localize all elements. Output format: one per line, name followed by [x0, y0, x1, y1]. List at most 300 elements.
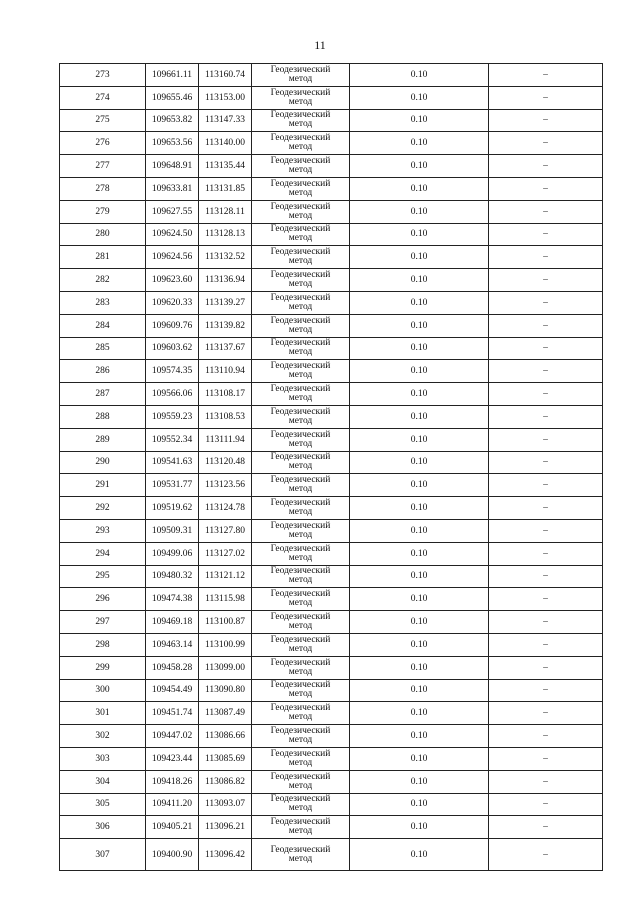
accuracy-cell: 0.10 — [350, 542, 489, 565]
y-coordinate-cell: 113124.78 — [199, 497, 252, 520]
y-coordinate-cell: 113090.80 — [199, 679, 252, 702]
method-cell — [252, 542, 350, 565]
method-line-2: метод — [288, 484, 313, 495]
y-coordinate-cell: 113128.13 — [199, 223, 252, 246]
point-number-cell: 305 — [60, 793, 146, 816]
x-coordinate-cell: 109653.82 — [146, 109, 199, 132]
method-cell — [252, 269, 350, 292]
note-cell: – — [489, 132, 603, 155]
method-cell — [252, 702, 350, 725]
method-cell — [252, 246, 350, 269]
method-line-2: метод — [288, 415, 313, 426]
note-cell: – — [489, 770, 603, 793]
accuracy-cell: 0.10 — [350, 679, 489, 702]
accuracy-cell: 0.10 — [350, 200, 489, 223]
x-coordinate-cell: 109603.62 — [146, 337, 199, 360]
method-cell — [252, 360, 350, 383]
point-number-cell: 275 — [60, 109, 146, 132]
accuracy-cell: 0.10 — [350, 565, 489, 588]
note-cell: – — [489, 64, 603, 87]
point-number-cell: 274 — [60, 86, 146, 109]
method-cell — [252, 314, 350, 337]
y-coordinate-cell: 113132.52 — [199, 246, 252, 269]
accuracy-cell: 0.10 — [350, 611, 489, 634]
note-cell: – — [489, 200, 603, 223]
x-coordinate-cell: 109541.63 — [146, 451, 199, 474]
y-coordinate-cell: 113128.11 — [199, 200, 252, 223]
method-line-2: метод — [288, 370, 313, 381]
method-cell — [252, 770, 350, 793]
note-cell: – — [489, 725, 603, 748]
method-line-2: метод — [288, 552, 313, 563]
point-number-cell: 276 — [60, 132, 146, 155]
y-coordinate-cell: 113108.17 — [199, 383, 252, 406]
table-row — [60, 565, 603, 588]
method-cell — [252, 64, 350, 87]
point-number-cell: 304 — [60, 770, 146, 793]
y-coordinate-cell: 113086.82 — [199, 770, 252, 793]
y-coordinate-cell: 113127.80 — [199, 519, 252, 542]
note-cell: – — [489, 542, 603, 565]
note-cell: – — [489, 177, 603, 200]
method-cell — [252, 611, 350, 634]
y-coordinate-cell: 113147.33 — [199, 109, 252, 132]
table-row — [60, 223, 603, 246]
table-row — [60, 839, 603, 871]
accuracy-cell: 0.10 — [350, 223, 489, 246]
method-line-1: Геодезический — [270, 680, 331, 691]
note-cell: – — [489, 405, 603, 428]
x-coordinate-cell: 109633.81 — [146, 177, 199, 200]
method-line-1: Геодезический — [270, 657, 331, 668]
table-row — [60, 428, 603, 451]
point-number-cell: 288 — [60, 405, 146, 428]
note-cell: – — [489, 839, 603, 871]
method-line-1: Геодезический — [270, 292, 331, 303]
point-number-cell: 293 — [60, 519, 146, 542]
method-cell — [252, 223, 350, 246]
table-row — [60, 86, 603, 109]
method-cell — [252, 86, 350, 109]
method-cell — [252, 200, 350, 223]
method-line-2: метод — [288, 438, 313, 449]
table-row — [60, 725, 603, 748]
method-cell — [252, 633, 350, 656]
method-cell — [252, 816, 350, 839]
x-coordinate-cell: 109620.33 — [146, 291, 199, 314]
method-cell — [252, 747, 350, 770]
note-cell: – — [489, 816, 603, 839]
method-line-2: метод — [288, 187, 313, 198]
point-number-cell: 285 — [60, 337, 146, 360]
table-row — [60, 314, 603, 337]
method-line-1: Геодезический — [270, 794, 331, 805]
point-number-cell: 290 — [60, 451, 146, 474]
table-row — [60, 542, 603, 565]
point-number-cell: 297 — [60, 611, 146, 634]
method-line-2: метод — [288, 73, 313, 84]
method-line-2: метод — [288, 119, 313, 130]
x-coordinate-cell: 109458.28 — [146, 656, 199, 679]
method-line-2: метод — [288, 826, 313, 837]
method-cell — [252, 109, 350, 132]
accuracy-cell: 0.10 — [350, 702, 489, 725]
point-number-cell: 287 — [60, 383, 146, 406]
table-row — [60, 519, 603, 542]
x-coordinate-cell: 109653.56 — [146, 132, 199, 155]
table-row — [60, 611, 603, 634]
method-line-1: Геодезический — [270, 520, 331, 531]
method-line-2: метод — [288, 347, 313, 358]
x-coordinate-cell: 109609.76 — [146, 314, 199, 337]
x-coordinate-cell: 109531.77 — [146, 474, 199, 497]
x-coordinate-cell: 109623.60 — [146, 269, 199, 292]
note-cell: – — [489, 360, 603, 383]
method-line-2: метод — [288, 393, 313, 404]
method-cell — [252, 405, 350, 428]
point-number-cell: 289 — [60, 428, 146, 451]
accuracy-cell: 0.10 — [350, 291, 489, 314]
y-coordinate-cell: 113123.56 — [199, 474, 252, 497]
point-number-cell: 307 — [60, 839, 146, 871]
x-coordinate-cell: 109499.06 — [146, 542, 199, 565]
table-row — [60, 747, 603, 770]
table-row — [60, 291, 603, 314]
table-row — [60, 200, 603, 223]
method-line-2: метод — [288, 780, 313, 791]
table-row — [60, 816, 603, 839]
x-coordinate-cell: 109552.34 — [146, 428, 199, 451]
table-row — [60, 246, 603, 269]
x-coordinate-cell: 109566.06 — [146, 383, 199, 406]
accuracy-cell: 0.10 — [350, 793, 489, 816]
y-coordinate-cell: 113086.66 — [199, 725, 252, 748]
accuracy-cell: 0.10 — [350, 474, 489, 497]
accuracy-cell: 0.10 — [350, 155, 489, 178]
method-cell — [252, 132, 350, 155]
x-coordinate-cell: 109480.32 — [146, 565, 199, 588]
method-line-1: Геодезический — [270, 247, 331, 258]
note-cell: – — [489, 519, 603, 542]
method-cell — [252, 337, 350, 360]
method-line-2: метод — [288, 803, 313, 814]
table-row — [60, 109, 603, 132]
x-coordinate-cell: 109519.62 — [146, 497, 199, 520]
method-cell — [252, 177, 350, 200]
method-line-1: Геодезический — [270, 475, 331, 486]
y-coordinate-cell: 113140.00 — [199, 132, 252, 155]
accuracy-cell: 0.10 — [350, 360, 489, 383]
method-line-1: Геодезический — [270, 384, 331, 395]
y-coordinate-cell: 113131.85 — [199, 177, 252, 200]
accuracy-cell: 0.10 — [350, 109, 489, 132]
method-line-2: метод — [288, 689, 313, 700]
method-cell — [252, 291, 350, 314]
x-coordinate-cell: 109418.26 — [146, 770, 199, 793]
x-coordinate-cell: 109661.11 — [146, 64, 199, 87]
y-coordinate-cell: 113135.44 — [199, 155, 252, 178]
x-coordinate-cell: 109624.50 — [146, 223, 199, 246]
accuracy-cell: 0.10 — [350, 246, 489, 269]
method-line-2: метод — [288, 96, 313, 107]
point-number-cell: 286 — [60, 360, 146, 383]
coordinates-table — [59, 63, 603, 871]
x-coordinate-cell: 109400.90 — [146, 839, 199, 871]
x-coordinate-cell: 109474.38 — [146, 588, 199, 611]
accuracy-cell: 0.10 — [350, 405, 489, 428]
method-cell — [252, 565, 350, 588]
method-line-2: метод — [288, 712, 313, 723]
table-row — [60, 702, 603, 725]
method-line-2: метод — [288, 142, 313, 153]
method-line-2: метод — [288, 165, 313, 176]
method-line-2: метод — [288, 598, 313, 609]
table-row — [60, 770, 603, 793]
accuracy-cell: 0.10 — [350, 132, 489, 155]
method-line-2: метод — [288, 575, 313, 586]
note-cell: – — [489, 383, 603, 406]
y-coordinate-cell: 113099.00 — [199, 656, 252, 679]
y-coordinate-cell: 113160.74 — [199, 64, 252, 87]
x-coordinate-cell: 109451.74 — [146, 702, 199, 725]
y-coordinate-cell: 113127.02 — [199, 542, 252, 565]
method-line-1: Геодезический — [270, 201, 331, 212]
x-coordinate-cell: 109648.91 — [146, 155, 199, 178]
method-line-1: Геодезический — [270, 566, 331, 577]
method-line-2: метод — [288, 507, 313, 518]
method-cell — [252, 497, 350, 520]
method-line-1: Геодезический — [270, 156, 331, 167]
table-row — [60, 337, 603, 360]
accuracy-cell: 0.10 — [350, 314, 489, 337]
point-number-cell: 295 — [60, 565, 146, 588]
note-cell: – — [489, 793, 603, 816]
note-cell: – — [489, 269, 603, 292]
note-cell: – — [489, 86, 603, 109]
method-line-1: Геодезический — [270, 452, 331, 463]
method-line-2: метод — [288, 233, 313, 244]
y-coordinate-cell: 113087.49 — [199, 702, 252, 725]
method-line-1: Геодезический — [270, 178, 331, 189]
y-coordinate-cell: 113100.99 — [199, 633, 252, 656]
method-cell — [252, 519, 350, 542]
y-coordinate-cell: 113093.07 — [199, 793, 252, 816]
method-line-1: Геодезический — [270, 703, 331, 714]
method-cell — [252, 793, 350, 816]
method-line-1: Геодезический — [270, 612, 331, 623]
method-line-2: метод — [288, 461, 313, 472]
accuracy-cell: 0.10 — [350, 337, 489, 360]
accuracy-cell: 0.10 — [350, 656, 489, 679]
y-coordinate-cell: 113111.94 — [199, 428, 252, 451]
x-coordinate-cell: 109454.49 — [146, 679, 199, 702]
method-line-2: метод — [288, 324, 313, 335]
table-row — [60, 588, 603, 611]
table-row — [60, 497, 603, 520]
table-row — [60, 405, 603, 428]
x-coordinate-cell: 109627.55 — [146, 200, 199, 223]
method-cell — [252, 383, 350, 406]
note-cell: – — [489, 246, 603, 269]
accuracy-cell: 0.10 — [350, 633, 489, 656]
x-coordinate-cell: 109559.23 — [146, 405, 199, 428]
method-line-1: Геодезический — [270, 844, 331, 855]
table-row — [60, 793, 603, 816]
method-cell — [252, 428, 350, 451]
point-number-cell: 303 — [60, 747, 146, 770]
point-number-cell: 284 — [60, 314, 146, 337]
note-cell: – — [489, 451, 603, 474]
y-coordinate-cell: 113096.21 — [199, 816, 252, 839]
note-cell: – — [489, 155, 603, 178]
note-cell: – — [489, 633, 603, 656]
point-number-cell: 296 — [60, 588, 146, 611]
method-line-2: метод — [288, 210, 313, 221]
y-coordinate-cell: 113139.27 — [199, 291, 252, 314]
method-line-1: Геодезический — [270, 224, 331, 235]
table-row — [60, 656, 603, 679]
accuracy-cell: 0.10 — [350, 177, 489, 200]
note-cell: – — [489, 497, 603, 520]
method-cell — [252, 155, 350, 178]
note-cell: – — [489, 428, 603, 451]
x-coordinate-cell: 109509.31 — [146, 519, 199, 542]
method-cell — [252, 679, 350, 702]
point-number-cell: 301 — [60, 702, 146, 725]
method-line-1: Геодезический — [270, 110, 331, 121]
point-number-cell: 291 — [60, 474, 146, 497]
method-cell — [252, 588, 350, 611]
point-number-cell: 300 — [60, 679, 146, 702]
y-coordinate-cell: 113100.87 — [199, 611, 252, 634]
point-number-cell: 273 — [60, 64, 146, 87]
point-number-cell: 294 — [60, 542, 146, 565]
note-cell: – — [489, 109, 603, 132]
accuracy-cell: 0.10 — [350, 64, 489, 87]
note-cell: – — [489, 702, 603, 725]
point-number-cell: 302 — [60, 725, 146, 748]
method-line-1: Геодезический — [270, 429, 331, 440]
accuracy-cell: 0.10 — [350, 519, 489, 542]
method-line-2: метод — [288, 529, 313, 540]
note-cell: – — [489, 611, 603, 634]
point-number-cell: 282 — [60, 269, 146, 292]
method-line-1: Геодезический — [270, 133, 331, 144]
y-coordinate-cell: 113120.48 — [199, 451, 252, 474]
y-coordinate-cell: 113136.94 — [199, 269, 252, 292]
accuracy-cell: 0.10 — [350, 816, 489, 839]
method-cell — [252, 839, 350, 871]
note-cell: – — [489, 291, 603, 314]
note-cell: – — [489, 656, 603, 679]
method-line-2: метод — [288, 279, 313, 290]
method-line-2: метод — [288, 301, 313, 312]
accuracy-cell: 0.10 — [350, 725, 489, 748]
y-coordinate-cell: 113115.98 — [199, 588, 252, 611]
point-number-cell: 279 — [60, 200, 146, 223]
point-number-cell: 280 — [60, 223, 146, 246]
x-coordinate-cell: 109463.14 — [146, 633, 199, 656]
method-line-2: метод — [288, 621, 313, 632]
point-number-cell: 278 — [60, 177, 146, 200]
method-line-2: метод — [288, 256, 313, 267]
table-row — [60, 360, 603, 383]
accuracy-cell: 0.10 — [350, 588, 489, 611]
method-line-1: Геодезический — [270, 589, 331, 600]
accuracy-cell: 0.10 — [350, 497, 489, 520]
y-coordinate-cell: 113139.82 — [199, 314, 252, 337]
method-cell — [252, 451, 350, 474]
table-row — [60, 474, 603, 497]
point-number-cell: 298 — [60, 633, 146, 656]
x-coordinate-cell: 109411.20 — [146, 793, 199, 816]
table-row — [60, 177, 603, 200]
point-number-cell: 281 — [60, 246, 146, 269]
method-line-1: Геодезический — [270, 726, 331, 736]
method-line-2: метод — [288, 757, 313, 768]
method-line-1: Геодезический — [270, 634, 331, 645]
table-row — [60, 155, 603, 178]
x-coordinate-cell: 109405.21 — [146, 816, 199, 839]
y-coordinate-cell: 113121.12 — [199, 565, 252, 588]
method-line-1: Геодезический — [270, 817, 331, 828]
method-line-1: Геодезический — [270, 748, 331, 759]
method-line-2: метод — [288, 643, 313, 654]
y-coordinate-cell: 113108.53 — [199, 405, 252, 428]
method-line-1: Геодезический — [270, 543, 331, 554]
method-line-1: Геодезический — [270, 498, 331, 509]
table-row — [60, 132, 603, 155]
y-coordinate-cell: 113110.94 — [199, 360, 252, 383]
method-line-1: Геодезический — [270, 270, 331, 281]
method-line-1: Геодезический — [270, 361, 331, 372]
note-cell: – — [489, 565, 603, 588]
x-coordinate-cell: 109655.46 — [146, 86, 199, 109]
accuracy-cell: 0.10 — [350, 428, 489, 451]
method-line-1: Геодезический — [270, 771, 331, 782]
point-number-cell: 292 — [60, 497, 146, 520]
method-line-1: Геодезический — [270, 406, 331, 417]
note-cell: – — [489, 314, 603, 337]
method-line-1: Геодезический — [270, 338, 331, 349]
method-cell — [252, 474, 350, 497]
method-line-1: Геодезический — [270, 315, 331, 326]
accuracy-cell: 0.10 — [350, 269, 489, 292]
x-coordinate-cell: 109624.56 — [146, 246, 199, 269]
accuracy-cell: 0.10 — [350, 747, 489, 770]
note-cell: – — [489, 679, 603, 702]
method-line-1: Геодезический — [270, 87, 331, 98]
method-cell — [252, 725, 350, 748]
table-row — [60, 451, 603, 474]
x-coordinate-cell: 109469.18 — [146, 611, 199, 634]
y-coordinate-cell: 113096.42 — [199, 839, 252, 871]
table-row — [60, 64, 603, 87]
note-cell: – — [489, 747, 603, 770]
accuracy-cell: 0.10 — [350, 839, 489, 871]
point-number-cell: 306 — [60, 816, 146, 839]
note-cell: – — [489, 223, 603, 246]
method-line-2: метод — [288, 853, 313, 864]
x-coordinate-cell: 109447.02 — [146, 725, 199, 748]
accuracy-cell: 0.10 — [350, 770, 489, 793]
point-number-cell: 299 — [60, 656, 146, 679]
table-row — [60, 383, 603, 406]
x-coordinate-cell: 109423.44 — [146, 747, 199, 770]
table-row — [60, 633, 603, 656]
accuracy-cell: 0.10 — [350, 86, 489, 109]
y-coordinate-cell: 113137.67 — [199, 337, 252, 360]
